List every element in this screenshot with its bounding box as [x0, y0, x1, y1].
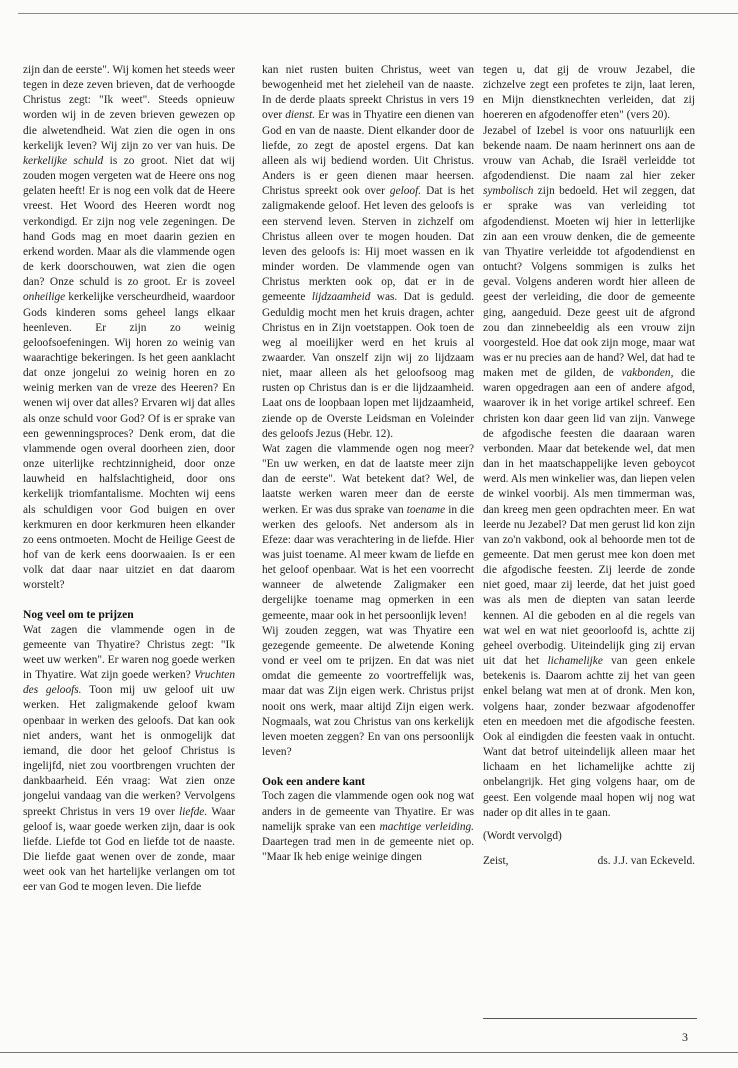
paragraph: kan niet rusten buiten Christus, weet van bewogenheid met het zieleheil van de naaste. In de derde plaats spreekt Christus in vers 19 over dienst. Er was in Thyatire een dienen van God en van de naaste. Dient elkander door de liefde, zo zegt de apostel ergens. Dat kan alleen als wij bediend worden. Uit Christus. Anders is er geen dienen maar heersen. Christus spreekt ook over geloof. Dat is het zaligmakende geloof. Het leven des geloofs is een stervend leven. Sterven in zichzelf om Christus alleen over te mogen houden. Dat leven des geloofs is: Hij moet wassen en ik minder worden. De vlammende ogen van Christus merkten ook op, dat er in de gemeente lijdzaamheid was. Dat is geduld. Geduldig mocht men het kruis dragen, achter Christus en in Zijn voetstappen. Ook toen de weg al moeilijker werd en het kruis al zwaarder. Van onszelf zijn wij zo lijdzaam niet, maar alleen als het geloofsoog mag rusten op Christus dan is er die lijdzaamheid. Laat ons de loopbaan lopen met lijdzaamheid, ziende op de Overste Leidsman en Voleinder des geloofs Jezus (Hebr. 12). — [262, 64, 475, 440]
continued-note: (Wordt vervolgd) — [483, 829, 562, 842]
author: ds. J.J. van Eckeveld. — [597, 854, 695, 867]
emphasis: machtige verleiding. — [379, 820, 475, 833]
emphasis: geloof. — [389, 185, 422, 198]
emphasis: kerkelijke schuld — [23, 154, 104, 167]
place: Zeist, — [483, 854, 509, 867]
bottom-rule — [0, 1052, 738, 1053]
paragraph: Wat zagen die vlammende ogen nog meer? "En uw werken, en dat de laatste meer zijn dan de eerste". Wat betekent dat? Wel, de laatste werken waren meer dan de eerste werken. Er was dus sprake van toename in die werken des geloofs. Net andersom als in Efeze: daar was verachtering in de liefde. Hier was juist toename. Al meer kwam de liefde en het geloof openbaar. Wat is het een voorrecht wanneer de alwetende Zaligmaker een dergelijke toename mag opmerken in een gemeente, maar ook in het persoonlijk leven! — [262, 442, 474, 622]
article-end-rule — [483, 1018, 697, 1019]
emphasis: lichamelijke — [547, 655, 603, 668]
column-2 — [262, 63, 474, 865]
paragraph: Toch zagen die vlammende ogen ook nog wat anders in de gemeente van Thyatire. Er was namelijk sprake van een machtige verleiding. Daartegen trad men in de gemeente niet op. "Maar Ik heb enige weinige dingen — [262, 790, 475, 863]
emphasis: liefde. — [179, 805, 208, 818]
top-rule — [18, 13, 738, 14]
paragraph: Wat zagen die vlammende ogen in de gemeente van Thyatire? Christus zegt: "Ik weet uw werken". Er waren nog goede werken in Thyatire. Wat zijn goede werken? Vruchten des geloofs. Toon mij uw geloof uit uw werken. Het zaligmakende geloof kwam openbaar in werken des geloofs. Dat kan ook niet anders, want het is onmogelijk dat iemand, die door het geloof Christus is ingelijfd, niet zou voortbrengen vruchten der dankbaarheid. Eén vraag: Wat zien onze jongelui vandaag van die werken? Vervolgens spreekt Christus in vers 19 over liefde. Waar geloof is, waar goede werken zijn, daar is ook liefde. Liefde tot God en liefde tot de naaste. Die liefde gaat wenen over de zonde, maar weet ook van het hartelijke verlangen om tot eer van God te mogen leven. Die liefde — [23, 623, 235, 894]
section-heading: Ook een andere kant — [262, 775, 366, 789]
paragraph: tegen u, dat gij de vrouw Jezabel, die zichzelve zegt een profetes te zijn, laat leren, en Mijn dienstknechten verleiden, dat zij hoereren en afgodenoffer eten" (vers 20). — [483, 64, 695, 122]
paragraph: Wij zouden zeggen, wat was Thyatire een gezegende gemeente. De alwetende Koning vond er veel om te prijzen. En dat was niet omdat die gemeente zo voortreffelijk was, maar dat was Zijn eigen werk. Christus prijst nooit ons werk, maar altijd Zijn eigen werk. Nogmaals, wat zou Christus van ons kerkelijk leven moeten zeggen? En van ons persoonlijk leven? — [262, 624, 474, 759]
emphasis: dienst. — [285, 109, 316, 122]
signature-line — [483, 854, 695, 869]
emphasis: Vruchten des geloofs. — [23, 669, 235, 697]
emphasis: symbolisch — [483, 185, 534, 198]
section-heading: Nog veel om te prijzen — [23, 608, 134, 622]
column-3 — [483, 63, 695, 869]
emphasis: onheilige — [23, 291, 66, 304]
paragraph: Jezabel of Izebel is voor ons natuurlijk een bekende naam. De naam herinnert ons aan de vrouw van Achab, die Israël verleidde tot afgodendienst. Die naam zal hier zeker symbolisch zijn bedoeld. Het wil zeggen, dat er sprake was van verleiding tot afgodendienst. Moeten wij hier in letterlijke zin aan een vrouw denken, die de gemeente van Thyatire verleidde tot afgodendienst en ontucht? Volgens sommigen is zulks het geval. Volgens anderen wordt hier alleen de geest der verleiding, die door de gemeente ging, aangeduid. Deze geest uit de afgrond zou dan zinnebeeldig als een vrouw zijn voorgesteld. Hoe dat ook zijn moge, maar wat was er nu precies aan de hand? Wel, dat had te maken met de gilden, de vakbonden, die waren opgedragen aan een of andere afgod, waarover ik in het vorige artikel schreef. Een christen kon daar geen lid van zijn. Vanwege de afgodische feesten die daaraan waren verbonden. Maar dat betekende wel, dat men dan in het maatschappelijke leven geboycot werd. Als men winkelier was, dan liepen velen de winkel voorbij. Als men timmerman was, dan kreeg men geen opdrachten meer. En wat leerde nu Jezabel? Dat men gerust lid kon zijn van zo'n vakbond, ook al behoorde men tot de gemeente. Dat men gerust mee kon doen met die afgodische feesten. Zij leerde de zonde niet goed, maar zij leerde, dat het juist goed was als men de diepten van satan leerde kennen. Al die geboden en al die regels van wat wel en wat niet geoorloofd is, achtte zij geheel overbodig. Uiteindelijk ging zij ervan uit dat het lichamelijke van geen enkele betekenis is. Daarom achtte zij het van geen enkel belang wat men at of dronk. Men kon, volgens haar, zonder bezwaar afgodenoffer eten en meedoen met die afgodische feesten. Ook al eindigden die feesten vaak in ontucht. Want dat betrof uiteindelijk alleen maar het lichaam en het lichamelijke achtte zij onbelangrijk. Het ging volgens haar, om de geest. Een volgende maal hopen wij nog wat nader op dit alles in te gaan. — [483, 124, 696, 819]
page-number: 3 — [682, 1030, 688, 1044]
emphasis: lijdzaamheid — [311, 291, 371, 304]
emphasis: toename — [406, 503, 446, 516]
column-1 — [23, 63, 235, 895]
emphasis: vakbonden, — [621, 367, 674, 380]
paragraph: zijn dan de eerste". Wij komen het steeds weer tegen in deze zeven brieven, dat de verhoogde Christus zegt: "Ik weet". Steeds opnieuw worden wij in de zeven brieven gewezen op die alwetendheid. Wat zien die ogen in ons kerkelijk leven? Wij zijn zo ver van huis. De kerkelijke schuld is zo groot. Niet dat wij zouden mogen vergeten wat de Heere ons nog gelaten heeft! Er is nog een volk dat de Heere vreest. Het Woord des Heeren wordt nog verkondigd. Er zijn nog vele zegeningen. De hand Gods mag en moet daarin gezien en erkend worden. Maar als die vlammende ogen de kerk doorschouwen, wat zien die ogen dan? Onze schuld is zo groot. Er is zoveel onheilige kerkelijke verscheurdheid, waardoor Gods kinderen soms geheel langs elkaar heenleven. Er zijn zo weinig geloofsoefeningen. Wij horen zo weinig van waarachtige bekeringen. Is het geen aanklacht dat onze jongelui zo weinig horen en zo weinig merken van de vreze des Heeren? En wenen wij over dat alles? Ervaren wij dat alles als onze schuld voor God? Of is er sprake van een gewenningsproces? Denk erom, dat die vlammende ogen overal doorheen zien, door onze uiterlijke rechtzinnigheid, door onze lauwheid en halfslachtigheid, door ons kerkelijk triomfantalisme. Mochten wij eens als schuldigen voor God buigen en over kerkmuren en door kerkmuren heen elkander zo eens ontmoeten. Mocht de Heilige Geest de hof van de kerk eens doorwaaien. Is er een volk dat daar naar uitziet en dat daarom worstelt? — [23, 64, 235, 592]
